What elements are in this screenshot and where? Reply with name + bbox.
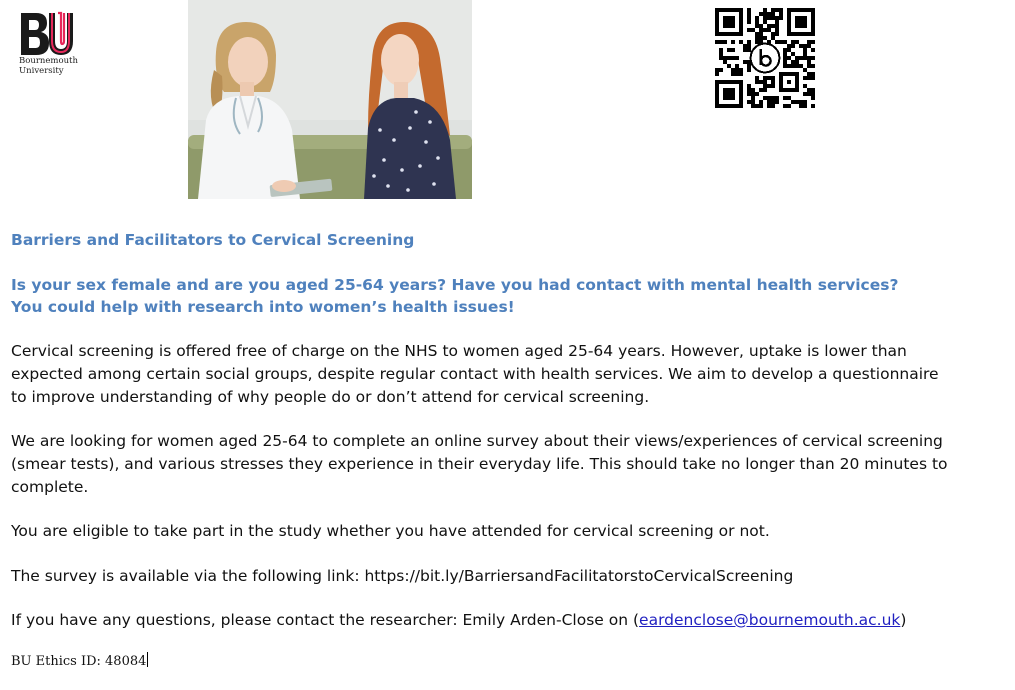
recruitment-paragraph: We are looking for women aged 25-64 to complete an online survey about their views/experiences of cervical screening (smear tests), and various stresses they experience in their everyday life. This should take no longer than 20 minutes to complete.: [11, 432, 948, 496]
ethics-id-text: BU Ethics ID: 48084: [11, 654, 147, 669]
researcher-email-link[interactable]: eardenclose@bournemouth.ac.uk: [639, 611, 901, 629]
text-cursor: [147, 652, 148, 667]
eligibility-paragraph: You are eligible to take part in the study whether you have attended for cervical screening or not.: [11, 522, 770, 540]
contact-prefix: If you have any questions, please contact the researcher: Emily Arden-Close on (: [11, 611, 640, 629]
contact-paragraph: [11, 609, 906, 632]
logo-text: [19, 56, 78, 76]
eligibility-question: Is your sex female and are you aged 25-64 years? Have you had contact with mental health services?: [11, 276, 899, 294]
bu-logo-mark: [19, 11, 79, 57]
bitly-icon: [751, 44, 780, 73]
survey-link-paragraph: The survey is available via the following link: https://bit.ly/BarriersandFacilitatorstoCervicalScreening: [11, 567, 794, 585]
ethics-id: [11, 652, 148, 672]
contact-suffix: ): [900, 611, 907, 629]
intro-paragraph: Cervical screening is offered free of charge on the NHS to women aged 25-64 years. However, uptake is lower than expected among certain social groups, despite regular contact with health services. We aim to develop a questionnaire to improve understanding of why people do or don’t attend for cervical screening.: [11, 342, 939, 406]
qr-code[interactable]: [715, 8, 815, 108]
logo-line-1: Bournemouth: [19, 56, 78, 66]
logo-line-2: University: [19, 66, 64, 76]
help-line: You could help with research into women’s health issues!: [11, 298, 515, 316]
page-title: Barriers and Facilitators to Cervical Screening: [11, 231, 415, 249]
clinic-photo: [188, 0, 472, 199]
